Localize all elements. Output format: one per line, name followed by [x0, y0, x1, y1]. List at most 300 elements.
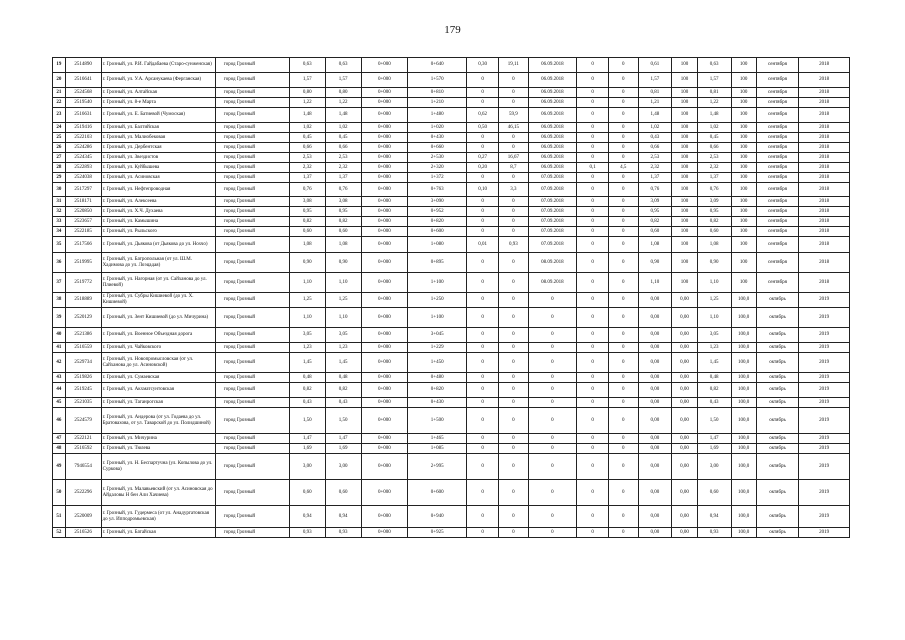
- cell-c2: 0,66: [325, 143, 361, 153]
- cell-r2: 0,00: [672, 343, 697, 353]
- cell-addr: г. Грозный, ул. Гудермеса (от ул. Анадургатовская до ул. Ипподромьевская): [101, 506, 215, 528]
- cell-n: 26: [53, 143, 66, 153]
- cell-n: 21: [53, 88, 66, 98]
- cell-r4: 100: [731, 153, 756, 163]
- cell-month: сентября: [756, 143, 798, 153]
- table-row: [53, 217, 850, 227]
- cell-z1: 0: [577, 108, 609, 123]
- cell-b: 0: [499, 454, 529, 480]
- cell-month: октябрь: [756, 308, 798, 328]
- cell-k2: 1+080: [408, 237, 467, 253]
- cell-r1: 0,00: [638, 373, 672, 383]
- cell-addr: г. Грозный, ул. Алтайская: [101, 88, 215, 98]
- cell-r3: 1,37: [697, 173, 731, 183]
- table-row: [53, 173, 850, 183]
- cell-c1: 0,60: [289, 227, 325, 237]
- cell-c1: 0,76: [289, 183, 325, 197]
- cell-r4: 100,0: [731, 293, 756, 308]
- cell-year: 2019: [799, 480, 850, 506]
- cell-r1: 0,00: [638, 308, 672, 328]
- cell-city: город Грозный: [215, 88, 289, 98]
- cell-city: город Грозный: [215, 373, 289, 383]
- cell-b: 59,9: [499, 108, 529, 123]
- cell-date: 07.09.2018: [528, 227, 577, 237]
- cell-c1: 1,37: [289, 173, 325, 183]
- table-row: [53, 293, 850, 308]
- cell-r2: 100: [672, 237, 697, 253]
- cell-r1: 0,00: [638, 408, 672, 434]
- cell-year: 2018: [799, 273, 850, 293]
- cell-n: 23: [53, 108, 66, 123]
- cell-id: 2517297: [65, 183, 101, 197]
- cell-r1: 0,00: [638, 528, 672, 538]
- cell-n: 38: [53, 293, 66, 308]
- cell-r3: 1,47: [697, 434, 731, 444]
- cell-r4: 100,0: [731, 434, 756, 444]
- table-row: [53, 227, 850, 237]
- cell-k2: 1+250: [408, 293, 467, 308]
- cell-id: 2522185: [65, 227, 101, 237]
- cell-month: сентября: [756, 217, 798, 227]
- cell-date: 07.09.2018: [528, 217, 577, 227]
- cell-year: 2018: [799, 88, 850, 98]
- table-row: [53, 253, 850, 273]
- cell-month: сентября: [756, 273, 798, 293]
- cell-z2: 0: [608, 506, 638, 528]
- cell-a: 0: [467, 454, 499, 480]
- cell-z1: 0: [577, 373, 609, 383]
- cell-b: 0: [499, 328, 529, 343]
- cell-r1: 0,61: [638, 58, 672, 73]
- cell-r4: 100: [731, 133, 756, 143]
- cell-z1: 0: [577, 143, 609, 153]
- cell-r2: 100: [672, 98, 697, 108]
- cell-b: 0: [499, 143, 529, 153]
- cell-r3: 0,43: [697, 398, 731, 408]
- cell-year: 2018: [799, 183, 850, 197]
- cell-a: 0,50: [467, 123, 499, 133]
- cell-r3: 0,90: [697, 253, 731, 273]
- cell-k1: 0+000: [361, 480, 408, 506]
- cell-r4: 100,0: [731, 480, 756, 506]
- cell-n: 28: [53, 163, 66, 173]
- cell-c1: 0,80: [289, 88, 325, 98]
- cell-b: 0: [499, 343, 529, 353]
- cell-year: 2018: [799, 197, 850, 207]
- cell-c2: 0,76: [325, 183, 361, 197]
- cell-month: сентября: [756, 207, 798, 217]
- cell-r2: 0,00: [672, 293, 697, 308]
- cell-b: 0: [499, 173, 529, 183]
- cell-r1: 2,32: [638, 163, 672, 173]
- cell-c2: 0,94: [325, 506, 361, 528]
- cell-z1: 0: [577, 207, 609, 217]
- cell-n: 51: [53, 506, 66, 528]
- cell-k2: 1+210: [408, 98, 467, 108]
- cell-month: сентября: [756, 253, 798, 273]
- cell-id: 2521035: [65, 398, 101, 408]
- cell-addr: г. Грозный, ул. Тюлева: [101, 444, 215, 454]
- cell-n: 20: [53, 73, 66, 88]
- cell-c1: 1,25: [289, 293, 325, 308]
- cell-k2: 3+045: [408, 328, 467, 343]
- cell-c2: 0,80: [325, 88, 361, 98]
- cell-c1: 0,45: [289, 133, 325, 143]
- cell-k2: 1+450: [408, 353, 467, 373]
- cell-z2: 0: [608, 308, 638, 328]
- cell-month: сентября: [756, 173, 798, 183]
- cell-z1: 0: [577, 173, 609, 183]
- cell-a: 0,20: [467, 163, 499, 173]
- table-row: [53, 353, 850, 373]
- cell-r3: 1,25: [697, 293, 731, 308]
- cell-r1: 0,66: [638, 143, 672, 153]
- cell-id: 2524345: [65, 153, 101, 163]
- cell-a: 0: [467, 133, 499, 143]
- table-row: [53, 308, 850, 328]
- cell-year: 2018: [799, 163, 850, 173]
- cell-a: 0: [467, 227, 499, 237]
- cell-r4: 100,0: [731, 528, 756, 538]
- cell-a: 0: [467, 383, 499, 398]
- cell-id: 2522121: [65, 434, 101, 444]
- cell-month: октябрь: [756, 480, 798, 506]
- cell-addr: г. Грозный, ул. Сумаевская: [101, 373, 215, 383]
- cell-city: город Грозный: [215, 328, 289, 343]
- cell-r3: 1,22: [697, 98, 731, 108]
- cell-id: 2521386: [65, 328, 101, 343]
- cell-id: 2516641: [65, 73, 101, 88]
- cell-addr: г. Грозный, ул. Камышина: [101, 217, 215, 227]
- cell-k1: 0+000: [361, 454, 408, 480]
- cell-r4: 100,0: [731, 408, 756, 434]
- cell-z2: 0: [608, 343, 638, 353]
- cell-n: 39: [53, 308, 66, 328]
- cell-date: 07.09.2018: [528, 207, 577, 217]
- cell-c2: 1,48: [325, 108, 361, 123]
- cell-date: 06.09.2018: [528, 98, 577, 108]
- cell-date: 08.09.2018: [528, 273, 577, 293]
- cell-b: 0: [499, 353, 529, 373]
- cell-city: город Грозный: [215, 273, 289, 293]
- cell-a: 0,62: [467, 108, 499, 123]
- cell-a: 0: [467, 328, 499, 343]
- cell-r4: 100: [731, 108, 756, 123]
- cell-addr: г. Грозный, ул. Батайская: [101, 528, 215, 538]
- cell-year: 2018: [799, 133, 850, 143]
- cell-r1: 0,00: [638, 328, 672, 343]
- cell-r4: 100: [731, 123, 756, 133]
- cell-r2: 0,00: [672, 408, 697, 434]
- cell-id: 2520009: [65, 506, 101, 528]
- cell-k1: 0+000: [361, 108, 408, 123]
- cell-c2: 1,57: [325, 73, 361, 88]
- cell-year: 2019: [799, 408, 850, 434]
- cell-z2: 0: [608, 408, 638, 434]
- cell-r2: 0,00: [672, 328, 697, 343]
- cell-addr: г. Грозный, ул. Таганрогская: [101, 398, 215, 408]
- table-row: [53, 408, 850, 434]
- cell-r4: 100,0: [731, 373, 756, 383]
- cell-n: 41: [53, 343, 66, 353]
- cell-c1: 0,82: [289, 383, 325, 398]
- cell-city: город Грозный: [215, 383, 289, 398]
- cell-r1: 1,02: [638, 123, 672, 133]
- cell-c1: 1,10: [289, 273, 325, 293]
- cell-z2: 0: [608, 273, 638, 293]
- cell-r1: 3,09: [638, 197, 672, 207]
- cell-city: город Грозный: [215, 108, 289, 123]
- cell-b: 0: [499, 528, 529, 538]
- cell-a: 0: [467, 207, 499, 217]
- cell-r4: 100,0: [731, 444, 756, 454]
- cell-city: город Грозный: [215, 227, 289, 237]
- cell-z2: 0: [608, 353, 638, 373]
- cell-id: 2524579: [65, 408, 101, 434]
- cell-city: город Грозный: [215, 506, 289, 528]
- cell-city: город Грозный: [215, 237, 289, 253]
- cell-k2: 1+372: [408, 173, 467, 183]
- cell-c2: 0,90: [325, 253, 361, 273]
- cell-id: 2514890: [65, 58, 101, 73]
- cell-r2: 100: [672, 197, 697, 207]
- cell-month: сентября: [756, 108, 798, 123]
- cell-z2: 0: [608, 133, 638, 143]
- cell-z1: 0: [577, 58, 609, 73]
- cell-z1: 0: [577, 273, 609, 293]
- cell-a: 0: [467, 73, 499, 88]
- cell-z2: 0: [608, 207, 638, 217]
- cell-b: 0: [499, 506, 529, 528]
- cell-z2: 0: [608, 98, 638, 108]
- cell-k1: 0+000: [361, 253, 408, 273]
- cell-year: 2019: [799, 308, 850, 328]
- cell-r1: 1,57: [638, 73, 672, 88]
- cell-date: 0: [528, 506, 577, 528]
- cell-addr: г. Грозный, ул. 8-е Марта: [101, 98, 215, 108]
- cell-r4: 100: [731, 237, 756, 253]
- cell-month: сентября: [756, 58, 798, 73]
- cell-r3: 0,93: [697, 528, 731, 538]
- cell-a: 0,01: [467, 237, 499, 253]
- cell-id: 2524286: [65, 143, 101, 153]
- cell-c1: 0,94: [289, 506, 325, 528]
- cell-c2: 1,37: [325, 173, 361, 183]
- cell-z1: 0: [577, 343, 609, 353]
- cell-a: 0: [467, 434, 499, 444]
- cell-z1: 0: [577, 153, 609, 163]
- cell-city: город Грозный: [215, 353, 289, 373]
- cell-k1: 0+000: [361, 98, 408, 108]
- cell-r3: 0,45: [697, 133, 731, 143]
- cell-month: сентября: [756, 123, 798, 133]
- cell-r4: 100,0: [731, 383, 756, 398]
- cell-b: 0: [499, 408, 529, 434]
- cell-r1: 0,00: [638, 293, 672, 308]
- cell-city: город Грозный: [215, 153, 289, 163]
- cell-k2: 3+090: [408, 197, 467, 207]
- cell-city: город Грозный: [215, 343, 289, 353]
- cell-k2: 2+995: [408, 454, 467, 480]
- cell-city: город Грозный: [215, 58, 289, 73]
- table-row: [53, 108, 850, 123]
- cell-z1: 0: [577, 133, 609, 143]
- cell-b: 19,11: [499, 58, 529, 73]
- cell-z1: 0: [577, 480, 609, 506]
- cell-year: 2018: [799, 253, 850, 273]
- cell-id: 2519995: [65, 253, 101, 273]
- cell-c2: 1,45: [325, 353, 361, 373]
- cell-z2: 0: [608, 197, 638, 207]
- cell-month: октябрь: [756, 373, 798, 383]
- cell-addr: г. Грозный, ул. Зент Кишиевой (до ул. Мичурина): [101, 308, 215, 328]
- table-row: [53, 88, 850, 98]
- cell-b: 0: [499, 133, 529, 143]
- cell-month: сентября: [756, 163, 798, 173]
- cell-k2: 0+430: [408, 133, 467, 143]
- cell-city: город Грозный: [215, 480, 289, 506]
- cell-z2: 0: [608, 328, 638, 343]
- cell-z2: 0: [608, 528, 638, 538]
- cell-k1: 0+000: [361, 217, 408, 227]
- cell-c1: 0,82: [289, 217, 325, 227]
- cell-k2: 0+895: [408, 253, 467, 273]
- cell-r4: 100: [731, 88, 756, 98]
- cell-year: 2019: [799, 398, 850, 408]
- cell-n: 45: [53, 398, 66, 408]
- cell-r2: 100: [672, 163, 697, 173]
- cell-b: 0: [499, 398, 529, 408]
- cell-k1: 0+000: [361, 383, 408, 398]
- cell-r4: 100: [731, 163, 756, 173]
- cell-n: 24: [53, 123, 66, 133]
- cell-c1: 2,32: [289, 163, 325, 173]
- cell-r4: 100: [731, 273, 756, 293]
- cell-year: 2018: [799, 143, 850, 153]
- cell-r3: 2,53: [697, 153, 731, 163]
- cell-c2: 0,82: [325, 383, 361, 398]
- cell-r2: 100: [672, 143, 697, 153]
- cell-year: 2018: [799, 98, 850, 108]
- cell-a: 0: [467, 98, 499, 108]
- cell-c2: 1,50: [325, 408, 361, 434]
- cell-date: 06.09.2018: [528, 58, 577, 73]
- cell-z2: 0: [608, 444, 638, 454]
- cell-r3: 1,02: [697, 123, 731, 133]
- cell-r2: 100: [672, 207, 697, 217]
- cell-k2: 0+925: [408, 528, 467, 538]
- cell-k2: 1+100: [408, 273, 467, 293]
- cell-c1: 3,00: [289, 454, 325, 480]
- cell-r2: 0,00: [672, 353, 697, 373]
- cell-z2: 0: [608, 434, 638, 444]
- cell-city: город Грозный: [215, 123, 289, 133]
- cell-date: 0: [528, 434, 577, 444]
- cell-r3: 3,05: [697, 328, 731, 343]
- cell-b: 0: [499, 207, 529, 217]
- cell-r3: 1,23: [697, 343, 731, 353]
- cell-r4: 100: [731, 253, 756, 273]
- cell-r1: 0,00: [638, 353, 672, 373]
- table-row: [53, 398, 850, 408]
- cell-city: город Грозный: [215, 173, 289, 183]
- cell-r3: 0,60: [697, 480, 731, 506]
- cell-n: 25: [53, 133, 66, 143]
- cell-addr: г. Грозный, ул. Новопромысловская (от ул. Сайханова до ул. Асиновской): [101, 353, 215, 373]
- cell-a: 0: [467, 253, 499, 273]
- cell-city: город Грозный: [215, 207, 289, 217]
- cell-month: октябрь: [756, 454, 798, 480]
- cell-z1: 0: [577, 434, 609, 444]
- cell-id: 2516559: [65, 343, 101, 353]
- cell-r2: 0,00: [672, 528, 697, 538]
- cell-addr: г. Грозный, ул. Субры Кишиевой (до ул. Х. Кишиевой): [101, 293, 215, 308]
- cell-city: город Грозный: [215, 253, 289, 273]
- cell-month: октябрь: [756, 353, 798, 373]
- cell-month: сентября: [756, 183, 798, 197]
- cell-r3: 3,09: [697, 197, 731, 207]
- cell-date: 06.09.2018: [528, 123, 577, 133]
- cell-a: 0,27: [467, 153, 499, 163]
- cell-k2: 1+465: [408, 434, 467, 444]
- cell-date: 0: [528, 528, 577, 538]
- cell-r2: 100: [672, 73, 697, 88]
- table-row: [53, 434, 850, 444]
- cell-z1: 0: [577, 227, 609, 237]
- table-row: [53, 197, 850, 207]
- cell-r2: 0,00: [672, 398, 697, 408]
- cell-year: 2018: [799, 237, 850, 253]
- cell-addr: г. Грозный, ул. Нагорная (от ул. Сайханова до ул. Плиевой): [101, 273, 215, 293]
- cell-b: 0: [499, 217, 529, 227]
- cell-date: 08.09.2018: [528, 253, 577, 273]
- cell-c1: 1,08: [289, 237, 325, 253]
- cell-year: 2019: [799, 328, 850, 343]
- cell-b: 0: [499, 253, 529, 273]
- table-row: [53, 373, 850, 383]
- cell-z2: 0: [608, 253, 638, 273]
- cell-id: 2519245: [65, 383, 101, 398]
- cell-k1: 0+000: [361, 143, 408, 153]
- cell-a: 0: [467, 373, 499, 383]
- cell-k1: 0+000: [361, 123, 408, 133]
- cell-addr: г. Грозный, ул. Дербентская: [101, 143, 215, 153]
- cell-a: 0: [467, 353, 499, 373]
- cell-a: 0: [467, 343, 499, 353]
- cell-id: 2520850: [65, 207, 101, 217]
- cell-month: октябрь: [756, 328, 798, 343]
- cell-year: 2018: [799, 207, 850, 217]
- cell-addr: г. Грозный, ул. Рыльского: [101, 227, 215, 237]
- cell-r3: 0,66: [697, 143, 731, 153]
- cell-k1: 0+000: [361, 398, 408, 408]
- cell-z2: 0: [608, 293, 638, 308]
- cell-city: город Грозный: [215, 293, 289, 308]
- cell-k2: 1+570: [408, 73, 467, 88]
- cell-n: 36: [53, 253, 66, 273]
- cell-k1: 0+000: [361, 328, 408, 343]
- cell-city: город Грозный: [215, 217, 289, 227]
- cell-addr: г. Грозный, ул. Е. Батиевой (Чумоская): [101, 108, 215, 123]
- cell-city: город Грозный: [215, 163, 289, 173]
- table-row: [53, 454, 850, 480]
- cell-k1: 0+000: [361, 293, 408, 308]
- cell-addr: г. Грозный, ул. Звездистов: [101, 153, 215, 163]
- cell-c2: 3,08: [325, 197, 361, 207]
- cell-b: 46,15: [499, 123, 529, 133]
- cell-b: 8,7: [499, 163, 529, 173]
- cell-addr: г. Грозный, ул. Р.И. Гайдабаева (Старо-сунженская): [101, 58, 215, 73]
